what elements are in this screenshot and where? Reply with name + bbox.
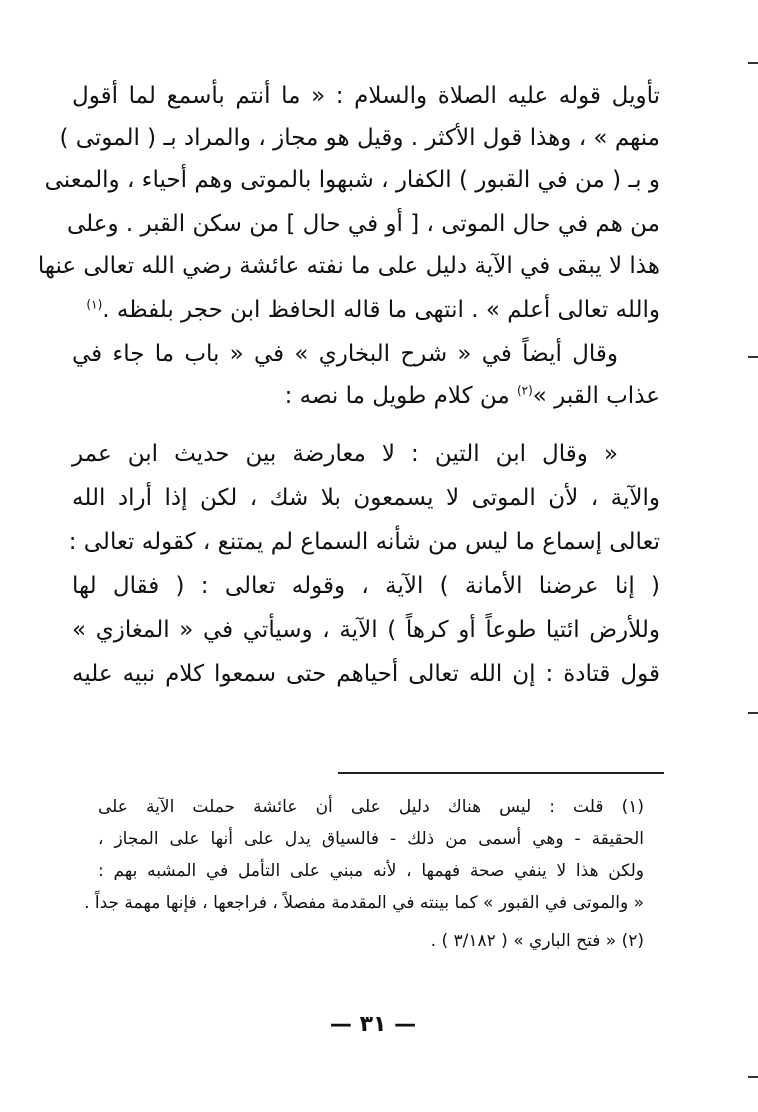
body-line-1: تأويل قوله عليه الصلاة والسلام : « ما أنتم بأسمع لما أقول [72,83,660,109]
body-line-8 [72,378,660,418]
edge-mark [748,1076,758,1078]
footnote-1-line-2: الحقيقة - وهي أسمى من ذلك - فالسياق يدل على أنها على المجاز ، [98,829,644,849]
body-line-6-text: والله تعالى أعلم » . انتهى ما قاله الحافظ ابن حجر بلفظه . [102,297,660,323]
body-line-7: وقال أيضاً في « شرح البخاري » في « باب ما جاء في [72,341,618,367]
body-line-8-tail: من كلام طويل ما نصه : [284,383,510,409]
body-line-11: تعالى إسماع ما ليس من شأنه السماع لم يمتنع ، كقوله تعالى : [68,529,660,555]
edge-mark [748,62,758,64]
page-number: — ٣١ — [329,1012,417,1037]
edge-mark [748,356,758,358]
footnote-mark-2: (٢) [516,383,533,398]
footnote-1-line-1: (١) قلت : ليس هناك دليل على أن عائشة حملت الآية على [98,797,644,817]
body-line-13: وللأرض ائتيا طوعاً أو كرهاً ) الآية ، وسيأتي في « المغازي » [72,617,660,643]
footnote-mark-1: (١) [86,297,103,312]
footnote-2: (٢) « فتح الباري » ( ٣/١٨٢ ) . [430,931,644,951]
body-line-8-text: عذاب القبر » [532,383,660,409]
footnote-1-line-4: « والموتى في القبور » كما بينته في المقدمة مفصلاً ، فراجعها ، فإنها مهمة جداً . [84,893,644,913]
body-line-6 [72,292,660,332]
body-line-9: « وقال ابن التين : لا معارضة بين حديث ابن عمر [72,441,618,467]
edge-mark [748,712,758,714]
body-line-5: هذا لا يبقى في الآية دليل على ما نفته عائشة رضي الله تعالى عنها [37,253,660,279]
body-line-2: منهم » ، وهذا قول الأكثر . وقيل هو مجاز ، والمراد بـ ( الموتى ) [59,125,660,151]
footnote-1-line-3: ولكن هذا لا ينفي صحة فهمها ، لأنه مبني على التأمل في المشبه بهم : [98,861,644,881]
body-line-14: قول قتادة : إن الله تعالى أحياهم حتى سمعوا كلام نبيه عليه [72,661,660,687]
footnote-divider [338,772,664,774]
body-line-10: والآية ، لأن الموتى لا يسمعون بلا شك ، لكن إذا أراد الله [72,485,660,511]
body-line-12: ( إنا عرضنا الأمانة ) الآية ، وقوله تعالى : ( فقال لها [72,573,660,599]
body-line-4: من هم في حال الموتى ، [ أو في حال ] من سكن القبر . وعلى [66,211,660,237]
body-line-3: و بـ ( من في القبور ) الكفار ، شبهوا بالموتى وهم أحياء ، والمعنى [44,167,660,193]
